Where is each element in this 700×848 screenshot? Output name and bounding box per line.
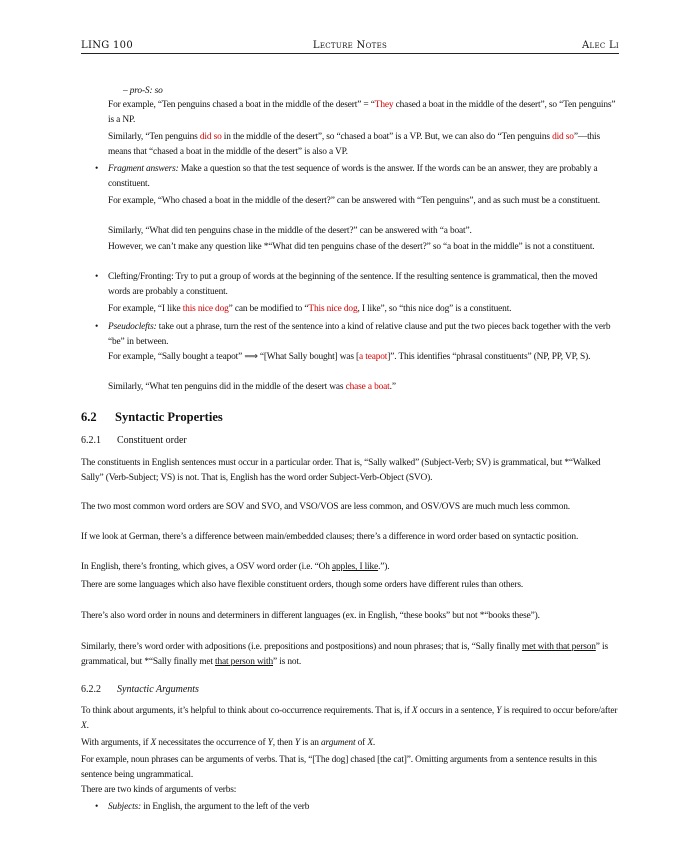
paragraph-arguments-4: There are two kinds of arguments of verbs: bbox=[81, 785, 237, 795]
header-title: Lecture Notes bbox=[312, 40, 388, 51]
paragraph-constituent-order-2: The two most common word orders are SOV and SVO, and VSO/VOS are less common, and OSV/OVS are much much less common. bbox=[81, 502, 570, 512]
pro-s-item: – pro-S: so bbox=[123, 86, 163, 96]
paragraph-clefting-example: For example, “I like this nice dog” can be modified to “This nice dog, I like”, so “this nice dog” is a constituent. bbox=[108, 304, 512, 314]
paragraph-fragment-similarly: Similarly, “What did ten penguins chase in the middle of the desert?” can be answered with “a boat”. bbox=[108, 226, 472, 236]
paragraph-pseudocleft-similarly: Similarly, “What ten penguins did in the middle of the desert was chase a boat.” bbox=[108, 382, 396, 392]
paragraph-arguments-2: With arguments, if X necessitates the occurrence of Y, then Y is an argument of X. bbox=[81, 738, 376, 748]
paragraph-constituent-order-6: There’s also word order in nouns and determiners in different languages (ex. in English, “these books” but not *“books these”). bbox=[81, 611, 540, 621]
paragraph-constituent-order-4: In English, there’s fronting, which gives, a OSV word order (i.e. “Oh apples, I like.”). bbox=[81, 562, 390, 572]
paragraph-pro-np: For example, “Ten penguins chased a boat in the middle of the desert” = “They chased a boat in the middle of the desert”, so “Ten penguins” is a NP. bbox=[108, 100, 616, 125]
bullet-marker: • bbox=[95, 272, 99, 282]
header-author: Alec Li bbox=[581, 40, 619, 51]
section-heading: 6.2 Syntactic Properties bbox=[81, 410, 223, 424]
paragraph-fragment-example: For example, “Who chased a boat in the middle of the desert?” can be answered with “Ten penguins”, and as such must be a constituent. bbox=[108, 196, 600, 206]
paragraph-constituent-order-7: Similarly, there’s word order with adpositions (i.e. prepositions and postpositions) and noun phrases; that is, “Sally finally met with that person” is grammatical, but *“Sally finally met that person with” is not. bbox=[81, 642, 608, 667]
paragraph-constituent-order-1: The constituents in English sentences must occur in a particular order. That is, “Sally walked” (Subject-Verb; SV) is grammatical, but *“Walked Sally” (Verb-Subject; VS) is not. That is, English has the word order Subject-Verb-Object (SVO). bbox=[81, 458, 601, 483]
paragraph-arguments-3: For example, noun phrases can be arguments of verbs. That is, “[The dog] chased [the cat]”. Omitting arguments from a sentence results in this sentence being ungrammatical. bbox=[81, 755, 597, 780]
paragraph-constituent-order-5: There are some languages which also have flexible constituent orders, though some orders have different rules than others. bbox=[81, 580, 524, 590]
paragraph-did-so: Similarly, “Ten penguins did so in the middle of the desert”, so “chased a boat” is a VP. But, we can also do “Ten penguins did so”—this means that “chased a boat in the middle of the desert” is also a VP. bbox=[108, 132, 601, 157]
paragraph-pseudocleft-example: For example, “Sally bought a teapot” ⟹ “[What Sally bought] was [a teapot]”. This identifies “phrasal constituents” (NP, PP, VP, S). bbox=[108, 352, 591, 362]
bullet-marker: • bbox=[95, 322, 99, 332]
paragraph-constituent-order-3: If we look at German, there’s a difference between main/embedded clauses; there’s a difference in word order based on syntactic position. bbox=[81, 532, 579, 542]
header-course: LING 100 bbox=[81, 40, 133, 51]
bullet-marker: • bbox=[95, 164, 99, 174]
paragraph-arguments-1: To think about arguments, it’s helpful to think about co-occurrence requirements. That is, if X occurs in a sentence, Y is required to occur before/after X. bbox=[81, 706, 618, 731]
paragraph-fragment-however: However, we can’t make any question like *“What did ten penguins chase of the desert?” so “a boat in the middle” is not a constituent. bbox=[108, 242, 595, 252]
subsection-heading-syntactic-arguments: 6.2.2 Syntactic Arguments bbox=[81, 684, 199, 695]
subsection-heading-constituent-order: 6.2.1 Constituent order bbox=[81, 435, 187, 446]
header-rule bbox=[81, 53, 619, 54]
lecture-page: LING 100 Lecture Notes Alec Li – pro-S: so For example, “Ten penguins chased a boat in the middle of the desert” = “They chased a boat in the middle of the desert”, so “Ten penguins” is a NP. Similarly, “Ten penguins did so in the middle of the desert”, so “chased a boat” is a VP. But, we can also do “Ten penguins did so”—this means that “chased a boat in the middle of the desert” is also a VP. • Fragment answers: Make a question so that the test sequence of words is the answer. If the words can be an answer, they are probably a constituent. For example, “Who chased a boat in the middle of the desert?” can be answered with “Ten penguins”, and as such must be a constituent. Similarly, “What did ten penguins chase in the middle of the desert?” can be answered with “a boat”. However, we can’t make any question like *“What did ten penguins chase of the desert?” so “a boat in the middle” is not a constituent. • Clefting/Fronting: Try to put a group of words at the beginning of the sentence. If the resulting sentence is grammatical, then the moved words are probably a constituent. For example, “I like this nice dog” can be modified to “This nice dog, I like”, so “this nice dog” is a constituent. • Pseudoclefts: take out a phrase, turn the rest of the sentence into a kind of relative clause and put the two pieces back together with the verb “be” in between. For example, “Sally bought a teapot” ⟹ “[What Sally bought] was [a teapot]”. This identifies “phrasal constituents” (NP, PP, VP, S). Similarly, “What ten penguins did in the middle of the desert was chase a boat.” 6.2 Syntactic Properties 6.2.1 Constituent order The constituents in English sentences must occur in a particular order. That is, “Sally walked” (Subject-Verb; SV) is grammatical, but *“Walked Sally” (Verb-Subject; VS) is not. That is, English has the word order Subject-Verb-Object (SVO). The two most common word orders are SOV and SVO, and VSO/VOS are less common, and OSV/OVS are much much less common. If we look at German, there’s a difference between main/embedded clauses; there’s a difference in word order based on syntactic position. In English, there’s fronting, which gives, a OSV word order (i.e. “Oh apples, I like.”). There are some languages which also have flexible constituent orders, though some orders have different rules than others. There’s also word order in nouns and determiners in different languages (ex. in English, “these books” but not *“books these”). Similarly, there’s word order with adpositions (i.e. prepositions and postpositions) and noun phrases; that is, “Sally finally met with that person” is grammatical, but *“Sally finally met that person with” is not. 6.2.2 Syntactic Arguments To think about arguments, it’s helpful to think about co-occurrence requirements. That is, if X occurs in a sentence, Y is required to occur before/after X. With arguments, if X necessitates the occurrence of Y, then Y is an argument of X. For example, noun phrases can be arguments of verbs. That is, “[The dog] chased [the cat]”. Omitting arguments from a sentence results in this sentence being ungrammatical. There are two kinds of arguments of verbs: • Subjects: in English, the argument to the left of the verb bbox=[0, 0, 700, 848]
bullet-marker: • bbox=[95, 802, 99, 812]
